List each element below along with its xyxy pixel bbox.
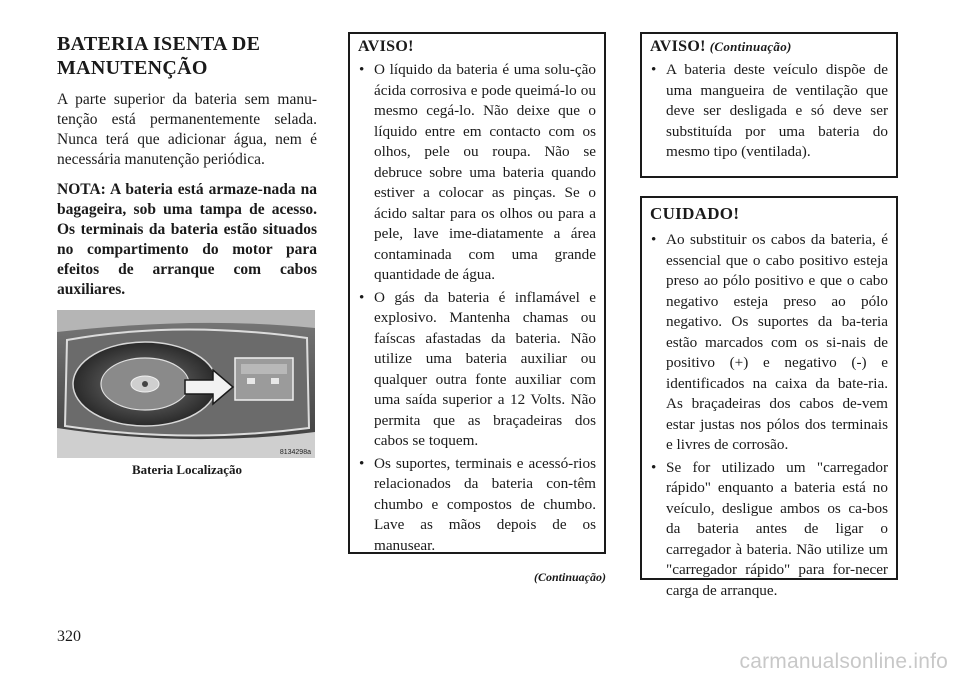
continuation-label: (Continuação) (709, 39, 792, 54)
warning-title: AVISO! (358, 38, 414, 55)
warning-box (348, 32, 606, 554)
page-number: 320 (57, 628, 81, 645)
caution-item: • Ao substituir os cabos da bateria, é essencial que o cabo positivo esteja preso ao pólo positivo e que o cabo negativo esteja preso ao pólo negativo. Os suportes da ba-teria estão marcados com os si-nais de positivo (+) e negativo (-) e identificados na caixa da bate-ria. As braçadeiras dos cabos de-vem estar justas nos pólos dos terminais e livres de corrosão. (650, 230, 888, 456)
caution-title: CUIDADO! (650, 204, 740, 223)
trunk-illustration (57, 310, 315, 458)
warning-continued-title (650, 38, 888, 56)
right-column (640, 32, 898, 599)
caution-list (650, 230, 888, 601)
warning-item: • O gás da bateria é inflamável e explosivo. Mantenha chamas ou faíscas afastadas da bateria. Não utilize uma bateria auxiliar ou qualquer outra fonte auxiliar com uma saída superior a 12 Volts. Não permita que as braçadeiras dos cabos se toquem. (358, 288, 596, 452)
figure-caption: Bateria Localização (131, 462, 243, 477)
left-column (57, 32, 317, 478)
warning-continued-list (650, 60, 888, 163)
figure-code: 8134298a (279, 449, 311, 456)
warning-continued-box (640, 32, 898, 178)
warning-list (358, 60, 596, 556)
warning-item: • Os suportes, terminais e acessó-rios relacionados da bateria con-têm chumbo e compostos de chumbo. Lave as mãos depois de os manusear. (358, 454, 596, 557)
note-paragraph: NOTA: A bateria está armaze-nada na bagageira, sob uma tampa de acesso. Os terminais da bateria estão situados no compartimento do motor para efeitos de arranque com cabos auxiliares. (57, 181, 317, 298)
watermark: carmanualsonline.info (739, 650, 948, 673)
battery-location-figure (57, 310, 315, 458)
warning-continued-item: • A bateria deste veículo dispõe de uma mangueira de ventilação que deve ser desligada e só deve ser substituída por uma bateria do mesmo tipo (ventilada). (650, 60, 888, 163)
continued-label: (Continuação) (533, 570, 606, 584)
warning-continued-title-text: AVISO! (650, 38, 706, 55)
caution-item: • Se for utilizado um "carregador rápido" enquanto a bateria está no veículo, desligue ambos os ca-bos da bateria antes de ligar o carregador à bateria. Não utilize um "carregador rápido" para for-necer carga de arranque. (650, 458, 888, 602)
warning-item: • O líquido da bateria é uma solu-ção ácida corrosiva e pode queimá-lo ou mesmo cegá-lo. Não deixe que o líquido entre em contacto com os olhos, pele ou roupa. Não se debruce sobre uma bateria quando estiver a colocar as pinças. Se o ácido saltar para os olhos ou para a pele, lave ime-diatamente a área contaminada com uma grande quantidade de água. (358, 60, 596, 286)
section-heading: BATERIA ISENTA DE MANUTENÇÃO (57, 33, 261, 79)
caution-box (640, 196, 898, 599)
intro-paragraph: A parte superior da bateria sem manu-tenção está permanentemente selada. Nunca terá que adicionar água, nem é necessária manutenção periódica. (57, 91, 317, 168)
middle-column (348, 32, 606, 554)
